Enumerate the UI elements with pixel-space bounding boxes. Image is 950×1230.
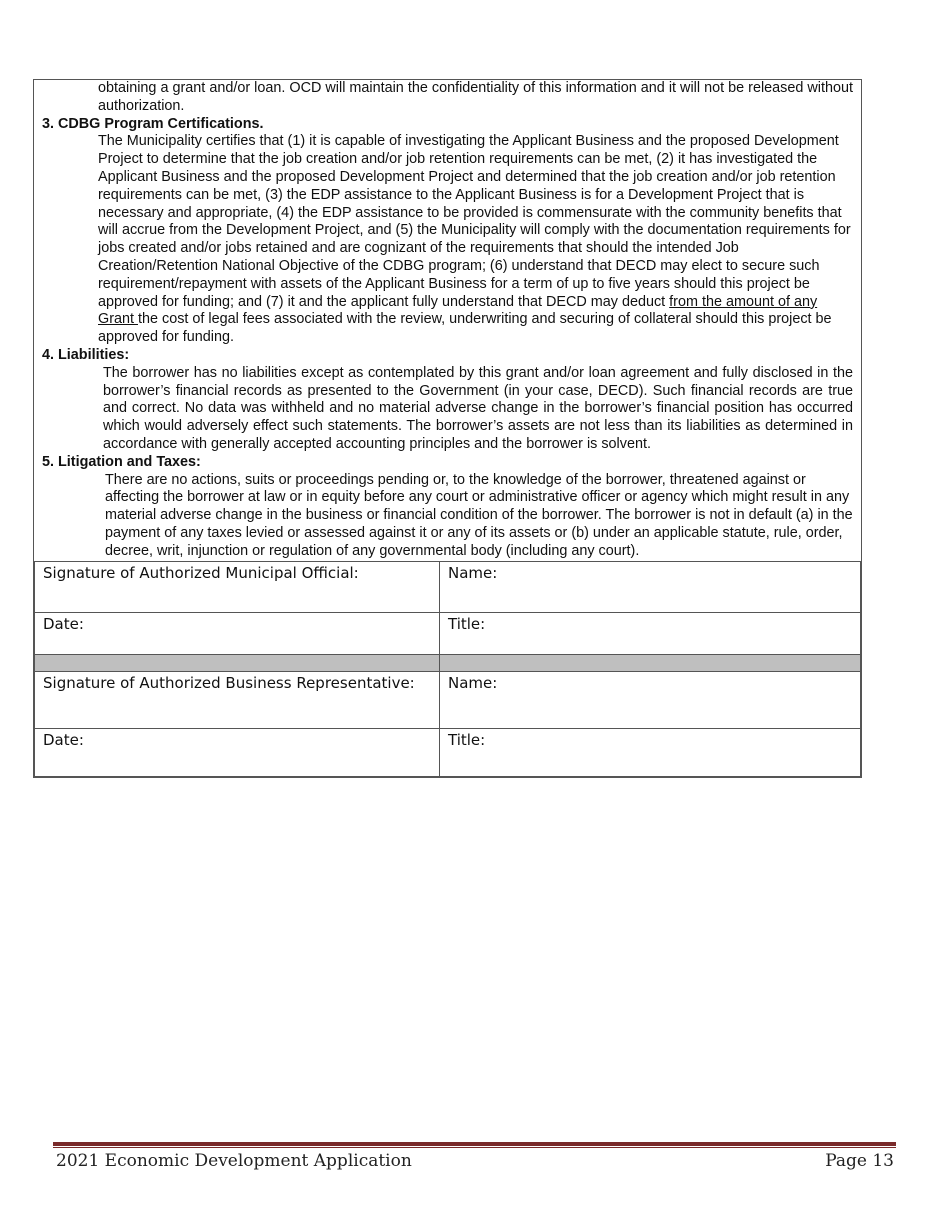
separator-row — [35, 654, 861, 671]
cdbg-text-before: The Municipality certifies that (1) it is capable of investigating the Applicant Business and the proposed Development Project to determine that the job creation and/or job retention requirements can be met, (2) it has investigated the Applicant Business and the proposed Development Project and determined that the job creation and/or job retention requirements can be met, (3) the EDP assistance to the Applicant Business is for a Development Project that is necessary and appropriate, (4) the EDP assistance to be provided is commensurate with the community benefits that will accrue from the Development Project, and (5) the Municipality will comply with the documentation requirements for jobs created and/or jobs retained and are cognizant of the requirements that should the intended Job Creation/Retention National Objective of the CDBG program; (6) understand that DECD may elect to secure such requirement/repayment with assets of the Applicant Business for a term of up to five years should this project be approved for funding; and (7) it and the applicant fully understand that DECD may deduct — [98, 133, 851, 310]
separator-cell-right — [440, 654, 861, 671]
liabilities-title: . Liabilities: — [50, 346, 130, 363]
municipal-date-field[interactable]: Date: — [35, 612, 440, 654]
business-signature-row — [35, 671, 861, 728]
municipal-name-field[interactable]: Name: — [440, 561, 861, 612]
cdbg-paragraph — [42, 133, 853, 347]
liabilities-heading — [42, 347, 853, 365]
business-date-row — [35, 728, 861, 776]
municipal-date-row — [35, 612, 861, 654]
continued-paragraph: obtaining a grant and/or loan. OCD will maintain the confidentiality of this information and it will not be released without authorization. — [98, 80, 853, 114]
municipal-signature-field[interactable]: Signature of Authorized Municipal Official: — [35, 561, 440, 612]
cdbg-text-underlined: from the amount of any Grant — [98, 293, 818, 328]
liabilities-paragraph: The borrower has no liabilities except as contemplated by this grant and/or loan agreement and fully disclosed in the borrower’s financial records as presented to the Government (in your case, DECD). Such financial records are true and correct. No data was withheld and no material adverse change in the borrower’s financial position has occurred which would adversely effect such statements. The borrower’s assets are not less than its liabilities as determined in accordance with generally accepted accounting principles and the borrower is solvent. — [103, 364, 853, 452]
business-date-field[interactable]: Date: — [35, 728, 440, 776]
footer-rule-thin — [53, 1147, 896, 1148]
footer-document-title: 2021 Economic Development Application — [56, 1151, 412, 1171]
signature-table — [34, 561, 861, 777]
municipal-signature-row — [35, 561, 861, 612]
separator-cell-left — [35, 654, 440, 671]
footer-rule-thick — [53, 1142, 896, 1146]
business-signature-field[interactable]: Signature of Authorized Business Representative: — [35, 671, 440, 728]
cdbg-text-after: the cost of legal fees associated with the review, underwriting and securing of collateral should this project be approved for funding. — [98, 311, 832, 346]
liabilities-number: 4 — [42, 346, 51, 363]
certification-text — [34, 80, 861, 561]
business-title-field[interactable]: Title: — [440, 728, 861, 776]
footer-page-number: Page 13 — [825, 1151, 894, 1171]
business-name-field[interactable]: Name: — [440, 671, 861, 728]
cdbg-heading: 3. CDBG Program Certifications. — [42, 115, 264, 132]
page-footer — [56, 1151, 894, 1171]
litigation-paragraph: There are no actions, suits or proceedings pending or, to the knowledge of the borrower, threatened against or affecting the borrower at law or in equity before any court or administrative officer or agency which might result in any material adverse change in the business or financial condition of the borrower. The borrower is not in default (a) in the payment of any taxes levied or assessed against it or any of its assets or (b) under an applicable statute, rule, order, decree, writ, injunction or regulation of any governmental body (including any court). — [105, 471, 853, 559]
certification-frame — [33, 79, 862, 778]
municipal-title-field[interactable]: Title: — [440, 612, 861, 654]
litigation-heading: 5. Litigation and Taxes: — [42, 453, 201, 470]
